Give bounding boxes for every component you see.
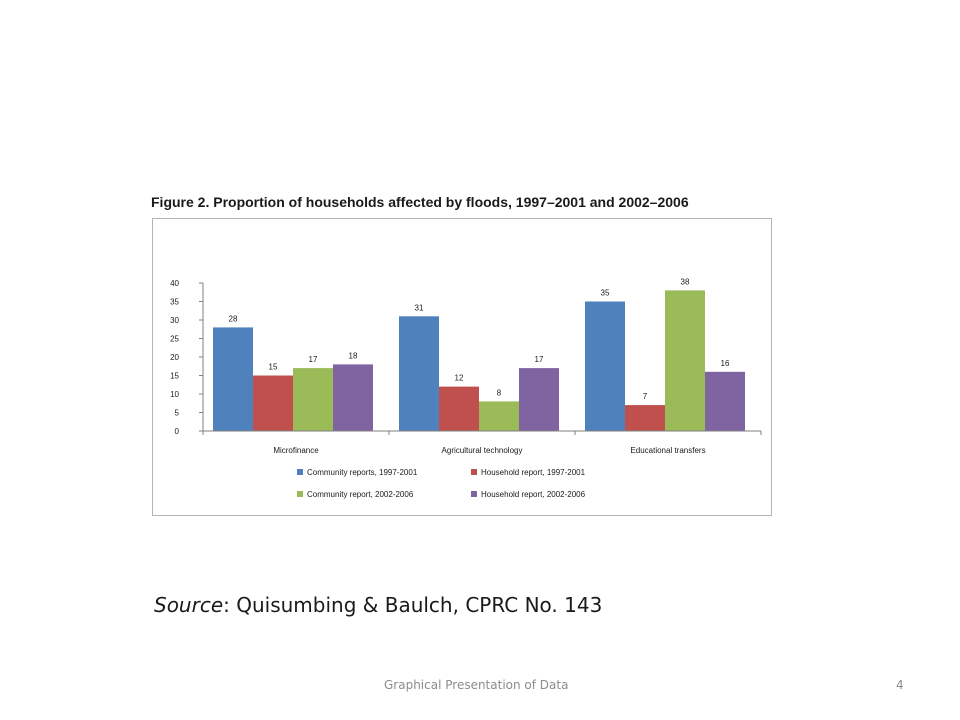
bar [293, 368, 333, 431]
y-tick-label: 35 [170, 297, 179, 307]
bar [479, 401, 519, 431]
bar [399, 316, 439, 431]
data-label: 35 [600, 288, 610, 298]
bar [333, 364, 373, 431]
y-tick-label: 20 [170, 353, 179, 362]
bar [705, 372, 745, 431]
y-tick-label: 25 [170, 334, 179, 344]
y-tick-label: 40 [170, 279, 179, 288]
bar [439, 387, 479, 431]
x-category-label: Educational transfers [630, 446, 706, 455]
figure-title: Figure 2. Proportion of households affected by floods, 1997–2001 and 2002–2006 [151, 194, 689, 210]
chart-frame [152, 218, 772, 516]
data-label: 15 [268, 362, 278, 372]
data-label: 18 [348, 351, 358, 361]
data-label: 16 [720, 358, 730, 368]
y-tick-label: 10 [170, 390, 179, 399]
legend-label: Household report, 2002-2006 [481, 490, 586, 499]
footer-title: Graphical Presentation of Data [384, 678, 569, 692]
source-text: : Quisumbing & Baulch, CPRC No. 143 [223, 593, 603, 617]
bar [625, 405, 665, 431]
data-label: 17 [534, 355, 544, 365]
bar [665, 290, 705, 431]
data-label: 7 [642, 392, 648, 402]
bar [213, 327, 253, 431]
bar [585, 302, 625, 432]
x-category-label: Microfinance [273, 446, 319, 455]
data-label: 17 [308, 355, 318, 365]
source-citation [154, 593, 602, 617]
page-number: 4 [896, 678, 904, 692]
data-label: 38 [680, 277, 690, 287]
bar [253, 376, 293, 432]
y-tick-label: 5 [174, 408, 179, 418]
legend-swatch [471, 491, 477, 497]
source-label: Source [154, 593, 224, 617]
legend-label: Community report, 2002-2006 [307, 490, 414, 499]
y-tick-label: 15 [170, 371, 179, 381]
data-label: 12 [454, 373, 464, 383]
bar-chart [153, 219, 773, 517]
legend-swatch [297, 469, 303, 475]
y-tick-label: 30 [170, 316, 179, 325]
x-category-label: Agricultural technology [441, 446, 523, 455]
data-label: 31 [414, 303, 424, 313]
data-label: 28 [228, 314, 238, 324]
legend-label: Household report, 1997-2001 [481, 468, 586, 477]
legend-swatch [471, 469, 477, 475]
legend-swatch [297, 491, 303, 497]
bar [519, 368, 559, 431]
data-label: 8 [496, 388, 502, 398]
legend-label: Community reports, 1997-2001 [307, 468, 418, 477]
y-tick-label: 0 [174, 427, 179, 436]
